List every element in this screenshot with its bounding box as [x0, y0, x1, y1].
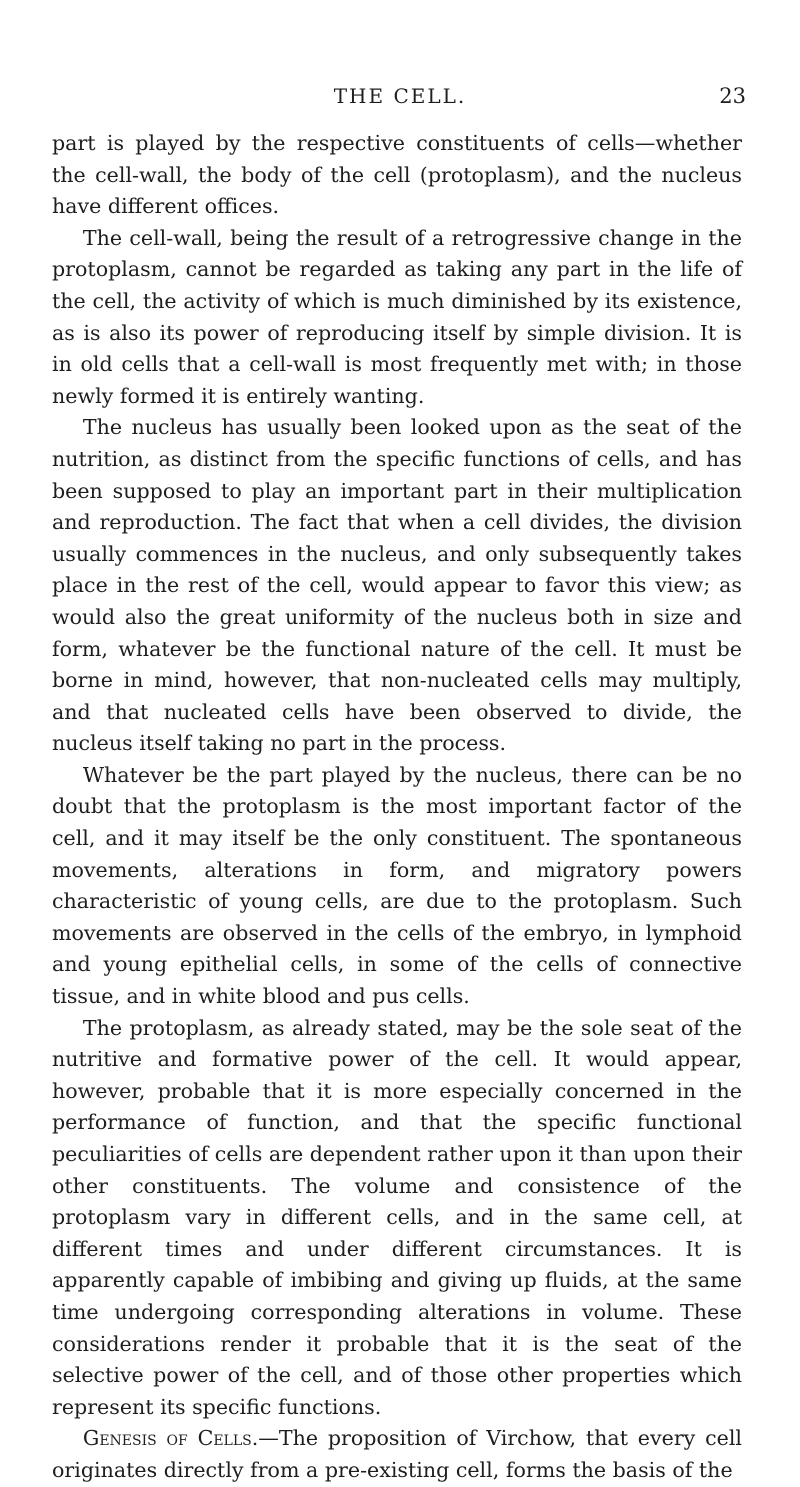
paragraph-1: part is played by the respective constituents of cells—whether the cell-wall, the body of the cell (protoplasm), and the nucleus have different offices. [52, 131, 742, 219]
paragraph-2: The cell-wall, being the result of a retrogressive change in the protoplasm, cannot be regarded as taking any part in the life of the cell, the activity of which is much diminished by its existence, as is also its power of reproducing itself by simple division. It is in old cells that a cell-wall is most frequently met with; in those newly formed it is entirely wanting. [52, 225, 742, 408]
paragraph-5: The protoplasm, as already stated, may be the sole seat of the nutritive and formative power of the cell. It would appear, however, probable that it is more especially concerned in the performance of function, and that the specific functional peculiarities of cells are dependent rather upon it than upon their other constituents. The volume and consistence of the protoplasm vary in different cells, and in the same cell, at different times and under different circumstances. It is apparently capable of imbibing and giving up fluids, at the same time undergoing corresponding alterations in volume. These considerations render it probable that it is the seat of the selective power of the cell, and of those other properties which represent its specific functions. [52, 1015, 742, 1419]
running-header [0, 84, 800, 108]
paragraph-4: Whatever be the part played by the nucleus, there can be no doubt that the protoplasm is the most important factor of the cell, and it may itself be the only constituent. The spontaneous movements, alterations in form, and migratory powers characteristic of young cells, are due to the protoplasm. Such movements are observed in the cells of the embryo, in lymphoid and young epithelial cells, in some of the cells of connective tissue, and in white blood and pus cells. [52, 762, 742, 1009]
section-heading-genesis: Genesis of Cells. [82, 1426, 259, 1451]
genesis-text: —The proposition of Virchow, that every cell originates directly from a pre-existing cell, forms the basis of the [52, 1426, 743, 1482]
page-number: 23 [719, 84, 746, 108]
body-text [52, 128, 742, 1487]
paragraph-3: The nucleus has usually been looked upon as the seat of the nutrition, as distinct from the specific functions of cells, and has been supposed to play an important part in their multiplication and reproduction. The fact that when a cell divides, the division usually commences in the nucleus, and only subsequently takes place in the rest of the cell, would appear to favor this view; as would also the great uniformity of the nucleus both in size and form, whatever be the functional nature of the cell. It must be borne in mind, however, that non-nucleated cells may multiply, and that nucleated cells have been observed to divide, the nucleus itself taking no part in the process. [52, 415, 742, 756]
running-title: THE CELL. [333, 84, 467, 108]
paragraph-genesis [52, 1423, 742, 1486]
